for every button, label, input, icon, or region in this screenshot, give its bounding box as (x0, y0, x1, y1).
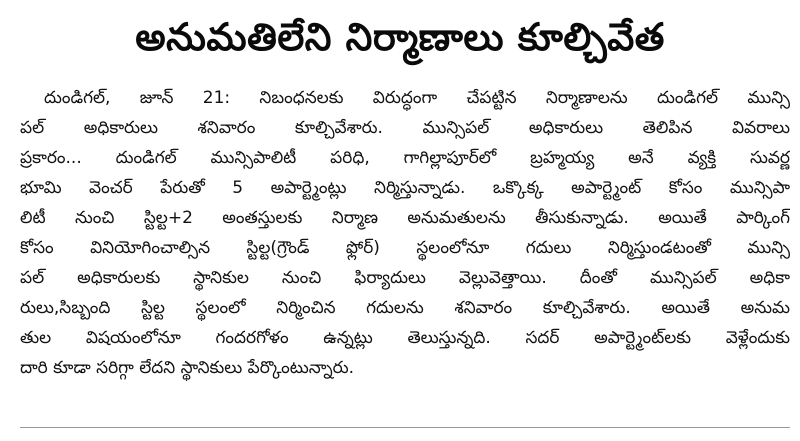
article-line: ప్రకారం... దుండిగల్ మున్సిపాలిటీ పరిధి, గాగిల్లాపూర్‌లో బ్రహ్మయ్య అనే వ్యక్తి సువర్ణ (20, 148, 790, 168)
article-line: పల్ అధికారులు శనివారం కూల్చివేశారు. మున్సిపల్ అధికారులు తెలిపిన వివరాలు (20, 118, 790, 138)
article-line: దుండిగల్, జూన్ 21: నిబంధనలకు విరుద్ధంగా చేపట్టిన నిర్మాణాలను దుండిగల్ మున్సి (44, 88, 790, 108)
article-line: లిటీ నుంచి స్టిల్ట+2 అంతస్తులకు నిర్మాణ అనుమతులను తీసుకున్నాడు. అయితే పార్కింగ్ (20, 208, 790, 228)
article-line: పల్ అధికారులకు స్థానికుల నుంచి ఫిర్యాదులు వెల్లువెత్తాయి. దీంతో మున్సిపల్ అధికా (20, 268, 790, 288)
article-body (20, 83, 790, 383)
article-line: కోసం వినియోగించాల్సిన స్టిల్ట(గ్రౌండ్ ఫ్లోర్) స్థలంలోనూ గదులు నిర్మిస్తుండటంతో మున్సి (20, 238, 790, 258)
article-line: తుల విషయంలోనూ గందరగోళం ఉన్నట్లు తెలుస్తున్నది. సదర్ అపార్ట్మెంట్‌లకు వెళ్లేందుకు (20, 328, 790, 348)
bottom-divider (20, 427, 790, 428)
article-line: రులు,సిబ్బంది స్టిల్ట స్థలంలో నిర్మించిన గదులను శనివారం కూల్చివేశారు. అయితే అనుమ (20, 298, 790, 318)
article-line: భూమి వెంచర్ పేరుతో 5 అపార్ట్మెంట్లు నిర్మిస్తున్నాడు. ఒక్కొక్క అపార్ట్మెంట్ కోసం మున్సిపా (20, 178, 790, 198)
article-headline: అనుమతిలేని నిర్మాణాలు కూల్చివేత (135, 15, 665, 59)
article-line: దారి కూడా సరిగ్గా లేదని స్థానికులు పేర్కొంటున్నారు. (20, 358, 355, 378)
